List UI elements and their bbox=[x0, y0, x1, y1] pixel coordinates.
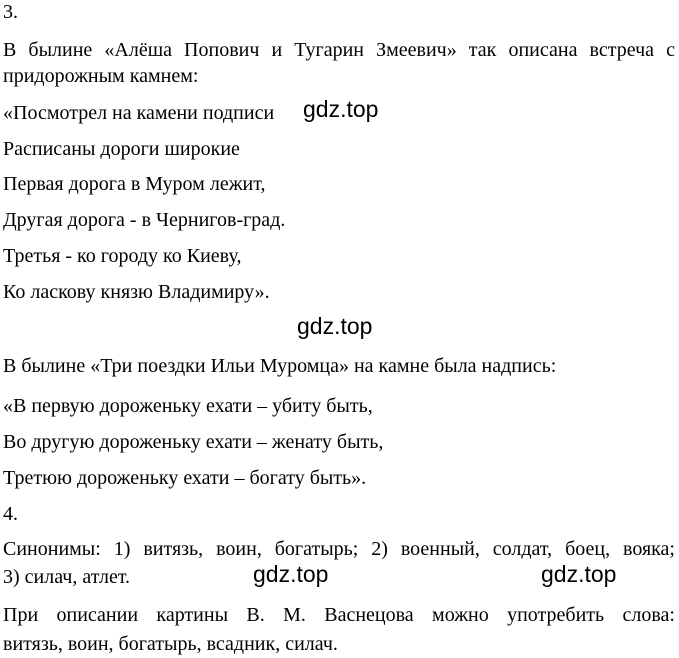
poem-2-line-1: «В первую дороженьку ехати – убиту быть, bbox=[3, 395, 373, 417]
poem-1-line-3: Первая дорога в Муром лежит, bbox=[3, 173, 266, 195]
section-4-number: 4. bbox=[3, 503, 18, 525]
description-line-2: витязь, воин, богатырь, всадник, силач. bbox=[3, 633, 338, 655]
section-3-intro-line-1: В былине «Алёша Попович и Тугарин Змеевич» так описана встреча с bbox=[3, 39, 675, 61]
watermark-1: gdz.top bbox=[303, 96, 379, 122]
poem-1-line-5: Третья - ко городу ко Киеву, bbox=[3, 245, 242, 267]
section-3-intro-2: В былине «Три поездки Ильи Муромца» на камне была надпись: bbox=[3, 355, 557, 377]
poem-2-line-3: Третюю дороженьку ехати – богату быть». bbox=[3, 467, 367, 489]
poem-2-line-2: Во другую дороженьку ехати – женату быть, bbox=[3, 431, 384, 453]
poem-1-line-4: Другая дорога - в Чернигов-град. bbox=[3, 209, 286, 231]
synonyms-line-1: Синонимы: 1) витязь, воин, богатырь; 2) военный, солдат, боец, вояка; bbox=[3, 538, 675, 560]
poem-1-line-2: Расписаны дороги широкие bbox=[3, 138, 240, 160]
synonyms-line-2: 3) силач, атлет. bbox=[3, 566, 131, 588]
poem-1-line-1: «Посмотрел на камени подписи bbox=[3, 102, 275, 124]
watermark-2: gdz.top bbox=[297, 313, 373, 339]
watermark-4: gdz.top bbox=[541, 561, 617, 587]
section-3-number: 3. bbox=[3, 1, 18, 23]
watermark-3: gdz.top bbox=[253, 561, 329, 587]
section-3-intro-line-2: придорожным камнем: bbox=[3, 65, 199, 87]
poem-1-line-6: Ко ласкову князю Владимиру». bbox=[3, 281, 270, 303]
description-line-1: При описании картины В. М. Васнецова можно употребить слова: bbox=[3, 604, 675, 626]
